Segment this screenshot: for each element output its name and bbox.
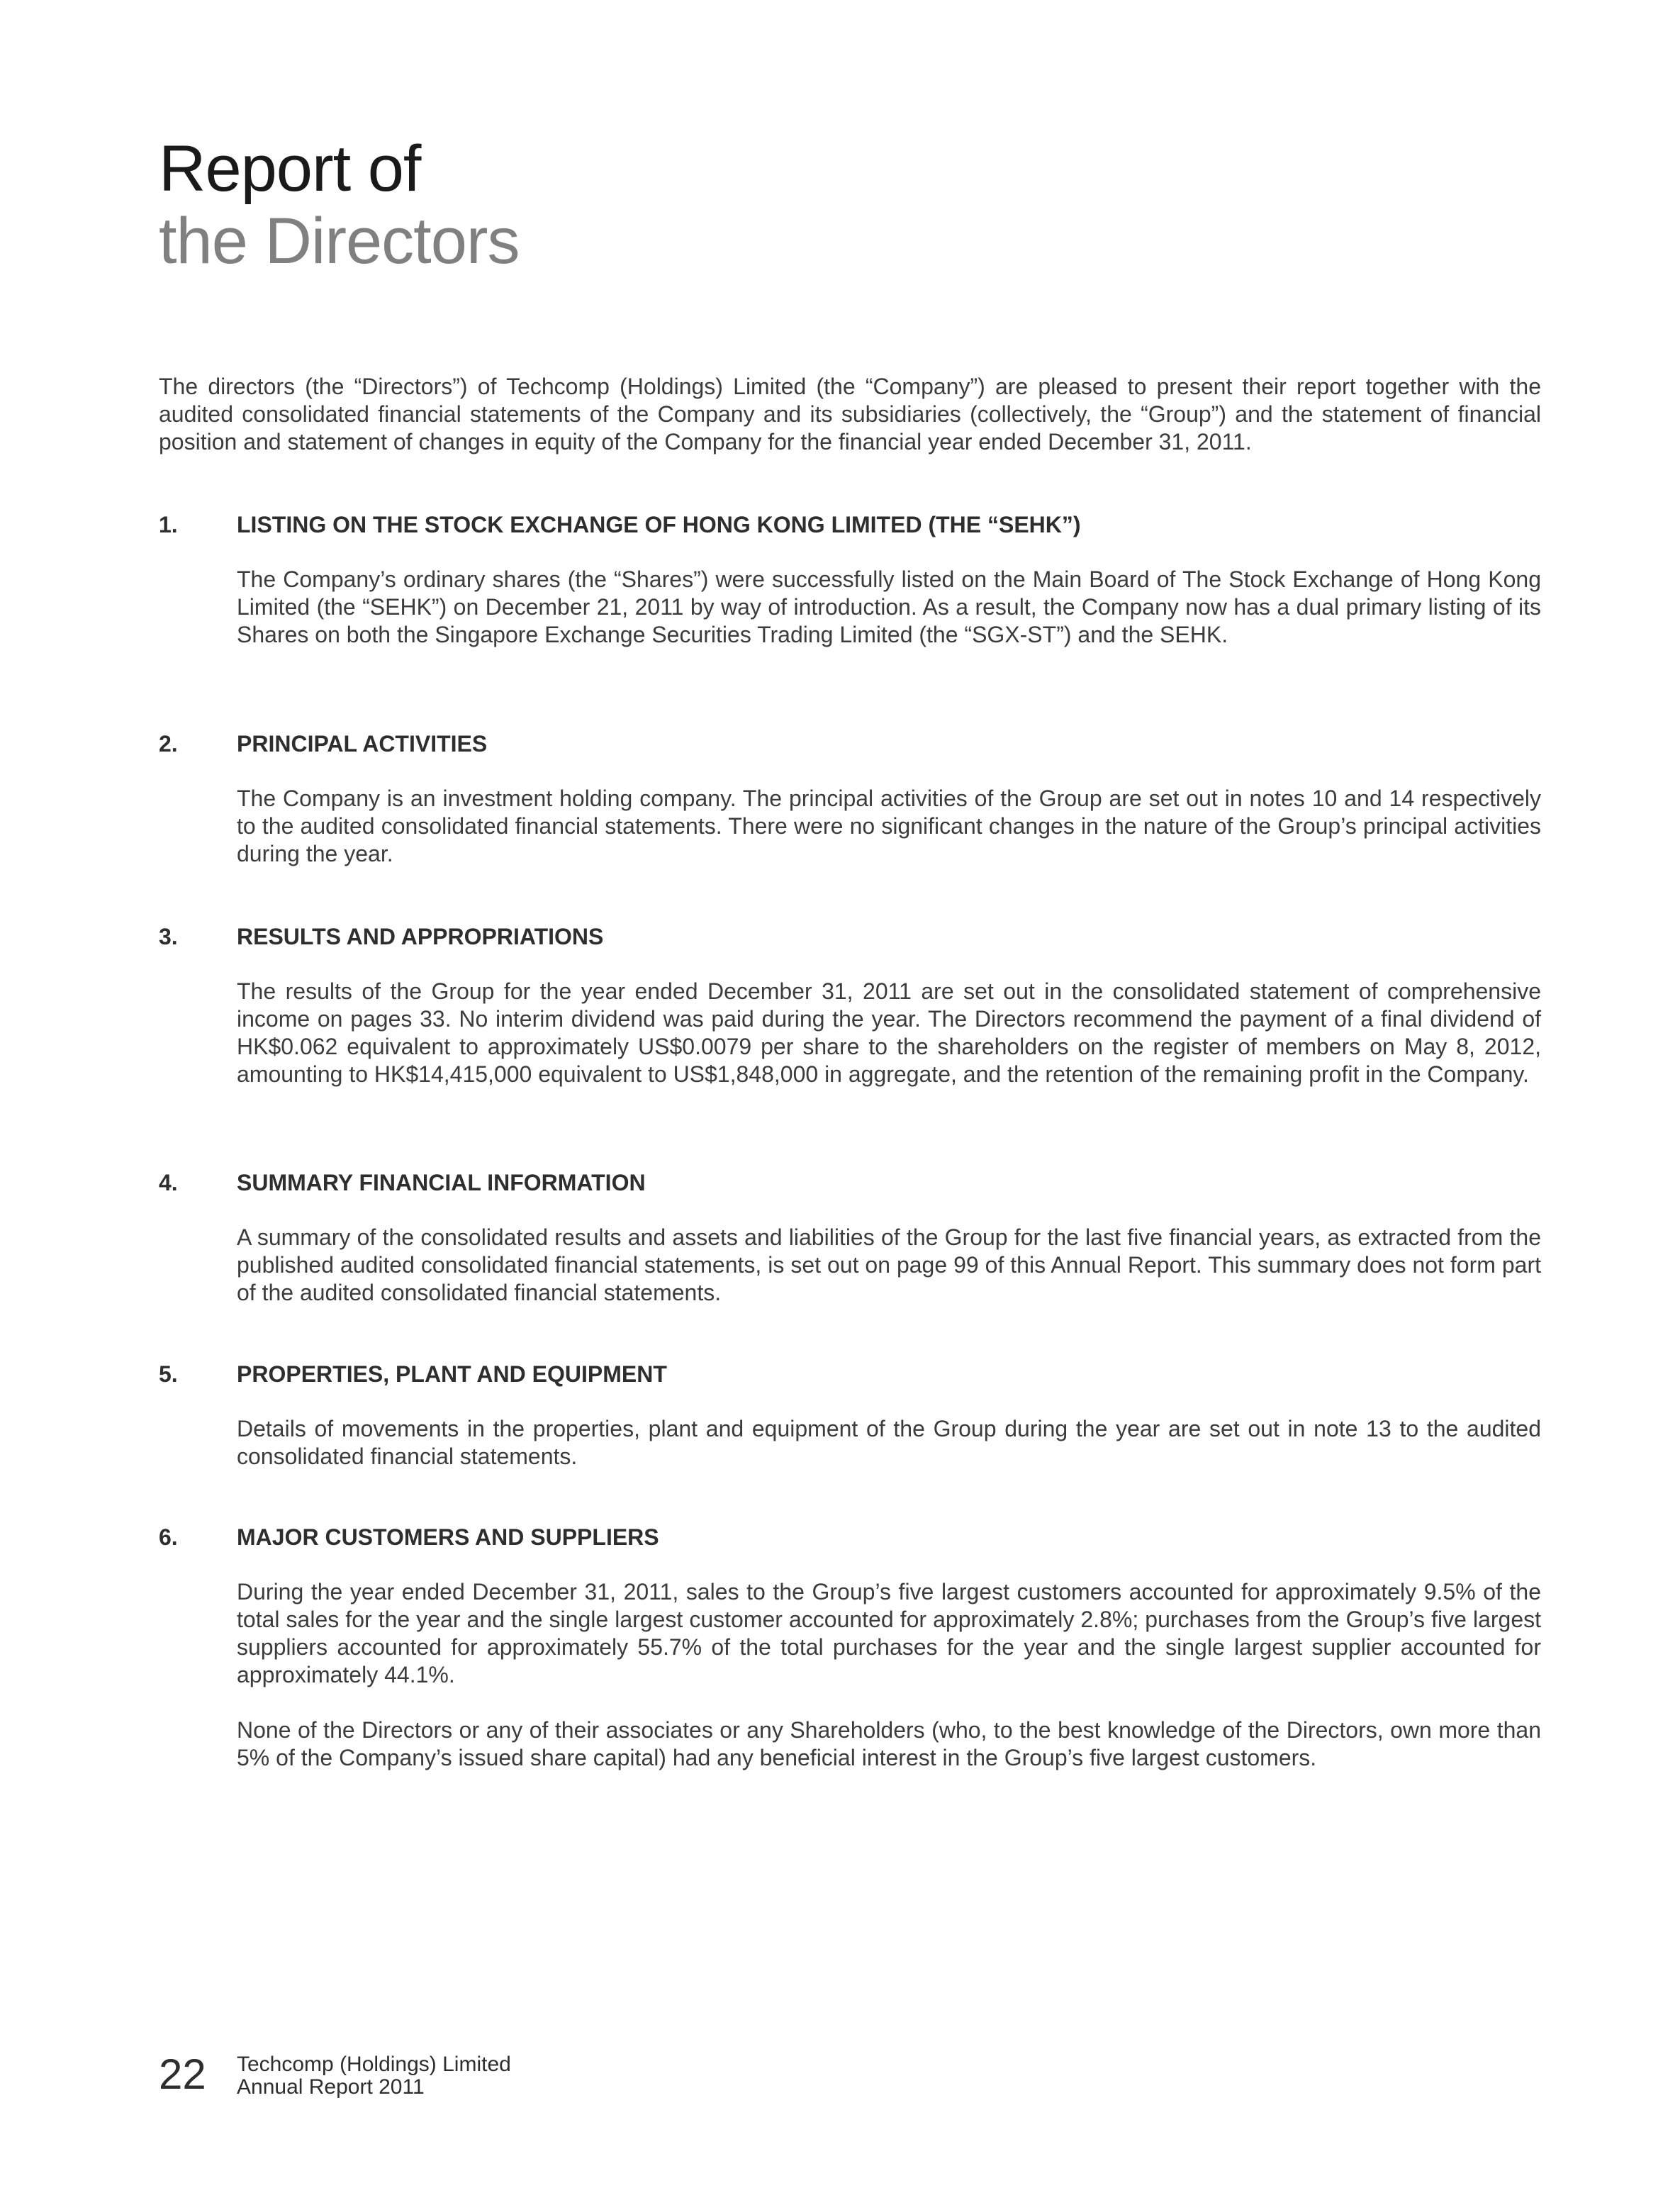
section-results-appropriations [159,922,1541,1088]
section-body [237,978,1541,1088]
section-number: 5. [159,1361,178,1387]
section-number: 6. [159,1524,178,1550]
section-number: 2. [159,731,178,757]
page-footer [159,2049,655,2106]
section-principal-activities [159,730,1541,868]
section-paragraph: Details of movements in the properties, plant and equipment of the Group during the year are set out in note 13 to the audited consolidated financial statements. [237,1416,1541,1469]
section-paragraph: A summary of the consolidated results and assets and liabilities of the Group for the last five financial years, as extracted from the published audited consolidated financial statements, is set out on page 99 of this Annual Report. This summary does not form part of the audited consolidated financial statements. [237,1224,1541,1305]
section-title: PROPERTIES, PLANT AND EQUIPMENT [237,1361,667,1387]
section-heading [159,1168,1541,1197]
section-title: RESULTS AND APPROPRIATIONS [237,924,604,949]
section-number: 4. [159,1170,178,1195]
section-summary-financial-information [159,1168,1541,1307]
footer-company-name: Techcomp (Holdings) Limited [237,2053,511,2076]
page-title-line-2: the Directors [159,205,520,277]
section-major-customers-suppliers [159,1523,1541,1772]
section-heading [159,922,1541,951]
intro-paragraph: The directors (the “Directors”) of Techcomp (Holdings) Limited (the “Company”) are pleased to present their report together with the audited consolidated financial statements of the Company and its subsidiaries (collectively, the “Group”) and the statement of financial position and statement of changes in equity of the Company for the financial year ended December 31, 2011. [159,374,1541,454]
section-title: PRINCIPAL ACTIVITIES [237,731,488,757]
section-heading [159,510,1541,539]
section-title: MAJOR CUSTOMERS AND SUPPLIERS [237,1524,659,1550]
page-title-line-1: Report of [159,133,421,205]
section-paragraph: During the year ended December 31, 2011, sales to the Group’s five largest customers accounted for approximately 9.5% of the total sales for the year and the single largest customer accounted for approximately 2.8%; purchases from the Group’s five largest suppliers accounted for approximately 55.7% of the total purchases for the year and the single largest supplier accounted for approximately 44.1%. [237,1579,1541,1687]
page-number: 22 [159,2050,206,2098]
section-paragraph: The Company’s ordinary shares (the “Shares”) were successfully listed on the Main Board of The Stock Exchange of Hong Kong Limited (the “SEHK”) on December 21, 2011 by way of introduction. As a result, the Company now has a dual primary listing of its Shares on both the Singapore Exchange Securities Trading Limited (the “SGX-ST”) and the SEHK. [237,566,1541,647]
section-body [237,1224,1541,1307]
section-paragraph: The Company is an investment holding company. The principal activities of the Group are set out in notes 10 and 14 respectively to the audited consolidated financial statements. There were no significant changes in the nature of the Group’s principal activities during the year. [237,786,1541,866]
section-heading [159,1523,1541,1551]
section-title: LISTING ON THE STOCK EXCHANGE OF HONG KONG LIMITED (THE “SEHK”) [237,512,1081,537]
section-paragraph: The results of the Group for the year ended December 31, 2011 are set out in the consolidated statement of comprehensive income on pages 33. No interim dividend was paid during the year. The Directors recommend the payment of a final dividend of HK$0.062 equivalent to approximately US$0.0079 per share to the shareholders on the register of members on May 8, 2012, amounting to HK$14,415,000 equivalent to US$1,848,000 in aggregate, and the retention of the remaining profit in the Company. [237,978,1541,1087]
section-number: 1. [159,512,178,537]
section-listing [159,510,1541,649]
section-properties-plant-equipment [159,1360,1541,1470]
section-body [237,566,1541,649]
section-body [237,785,1541,868]
section-body [237,1578,1541,1772]
section-number: 3. [159,924,178,949]
page-title [159,132,520,277]
section-paragraph: None of the Directors or any of their associates or any Shareholders (who, to the best knowledge of the Directors, own more than 5% of the Company’s issued share capital) had any beneficial interest in the Group’s five largest customers. [237,1717,1541,1770]
footer-report-name: Annual Report 2011 [237,2075,425,2099]
section-body [237,1415,1541,1470]
section-heading [159,1360,1541,1388]
section-heading [159,730,1541,758]
section-title: SUMMARY FINANCIAL INFORMATION [237,1170,646,1195]
